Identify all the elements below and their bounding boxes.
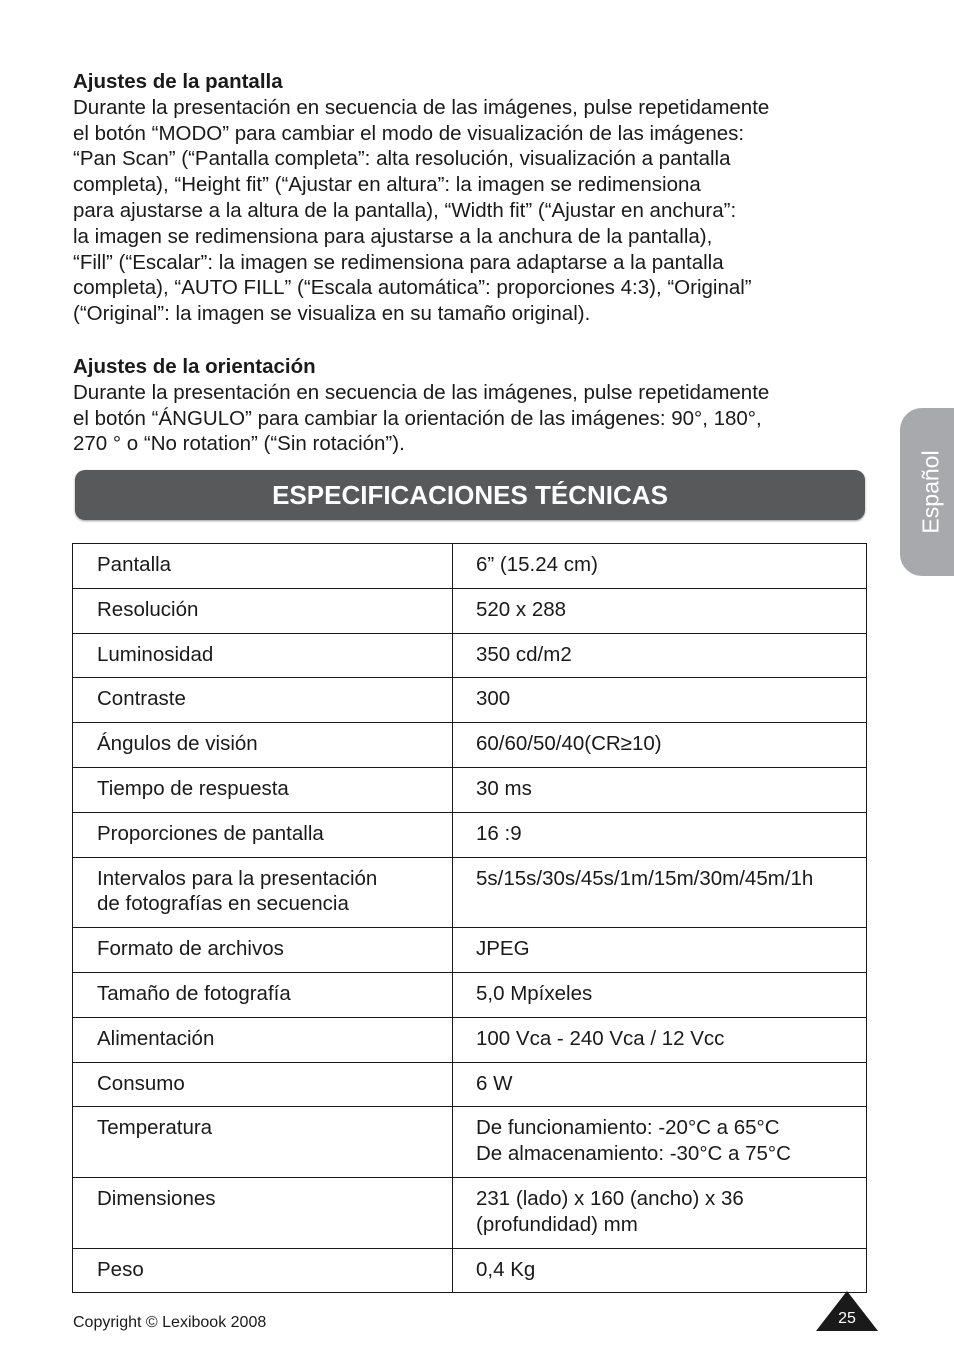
spec-label-line: Tiempo de respuesta [97,776,289,800]
spec-label [73,767,453,812]
spec-value [453,928,867,973]
spec-label-line: de fotografías en secuencia [97,892,349,916]
spec-value-line: De funcionamiento: -20°C a 65°C [476,1116,780,1140]
text-line: el botón “ÁNGULO” para cambiar la orientación de las imágenes: 90°, 180°, [73,406,762,430]
spec-value [453,678,867,723]
text-line: para ajustarse a la altura de la pantalla), “Width fit” (“Ajustar en anchura”: [73,198,737,222]
spec-value [453,857,867,928]
spec-label [73,678,453,723]
display-settings-section [73,69,873,327]
spec-value-line: 5s/15s/30s/45s/1m/15m/30m/45m/1h [476,866,814,890]
copyright-text: Copyright © Lexibook 2008 [73,1314,267,1331]
spec-value [453,1107,867,1178]
spec-label [73,588,453,633]
spec-row [73,678,867,723]
spec-label-line: Contraste [97,687,186,711]
spec-value-line: 30 ms [476,776,532,800]
spec-row [73,1107,867,1178]
text-line: (“Original”: la imagen se visualiza en su tamaño original). [73,302,591,326]
spec-label [73,1177,453,1248]
spec-value [453,723,867,768]
spec-value [453,972,867,1017]
spec-value-line: 16 :9 [476,821,522,845]
spec-label-line: Tamaño de fotografía [97,981,291,1005]
spec-value [453,812,867,857]
spec-value [453,544,867,589]
spec-row [73,633,867,678]
spec-label-line: Proporciones de pantalla [97,821,324,845]
spec-label-line: Ángulos de visión [97,732,258,756]
spec-row [73,928,867,973]
orientation-settings-text [73,380,873,457]
text-line: completa), “AUTO FILL” (“Escala automática”: proporciones 4:3), “Original” [73,276,752,300]
spec-value-line: JPEG [476,937,530,961]
spec-label [73,928,453,973]
spec-label [73,723,453,768]
spec-value [453,1248,867,1293]
text-line: “Fill” (“Escalar”: la imagen se redimensiona para adaptarse a la pantalla [73,250,724,274]
spec-row [73,857,867,928]
language-tab [900,408,954,576]
spec-row [73,1062,867,1107]
spec-value-line: De almacenamiento: -30°C a 75°C [476,1142,791,1166]
text-line: 270 ° o “No rotation” (“Sin rotación”). [73,432,405,456]
spec-label-line: Formato de archivos [97,937,284,961]
spec-row [73,1248,867,1293]
text-line: la imagen se redimensiona para ajustarse a la anchura de la pantalla), [73,224,713,248]
spec-value [453,1017,867,1062]
spec-row [73,972,867,1017]
text-line: el botón “MODO” para cambiar el modo de visualización de las imágenes: [73,121,745,145]
spec-value-line: 100 Vca - 240 Vca / 12 Vcc [476,1026,725,1050]
text-line: “Pan Scan” (“Pantalla completa”: alta resolución, visualización a pantalla [73,147,731,171]
spec-value-line: 6” (15.24 cm) [476,553,598,576]
specs-table [72,543,867,1293]
spec-value [453,1062,867,1107]
spec-label [73,812,453,857]
spec-label-line: Peso [97,1257,144,1281]
text-line: Durante la presentación en secuencia de las imágenes, pulse repetidamente [73,95,770,119]
spec-label-line: Resolución [97,597,199,621]
page-number: 25 [838,1310,856,1327]
spec-value [453,588,867,633]
spec-value-line: 5,0 Mpíxeles [476,981,593,1005]
spec-label-line: Intervalos para la presentación [97,866,378,890]
spec-label [73,1248,453,1293]
spec-value-line: 520 x 288 [476,597,567,621]
spec-value-line: 60/60/50/40(CR≥10) [476,732,662,756]
spec-value-line: 231 (lado) x 160 (ancho) x 36 [476,1186,744,1210]
spec-label-line: Alimentación [97,1026,215,1050]
spec-label [73,633,453,678]
text-line: completa), “Height fit” (“Ajustar en altura”: la imagen se redimensiona [73,173,701,197]
language-tab-label: Español [917,450,944,534]
spec-label-line: Dimensiones [97,1186,216,1210]
spec-label [73,1062,453,1107]
spec-value [453,1177,867,1248]
spec-row [73,1017,867,1062]
spec-row [73,544,867,589]
spec-row [73,588,867,633]
spec-value [453,633,867,678]
orientation-settings-heading: Ajustes de la orientación [73,355,316,378]
spec-value-line: 300 [476,687,511,711]
spec-row [73,812,867,857]
display-settings-text [73,95,873,327]
spec-label-line: Pantalla [97,553,172,576]
specs-title: ESPECIFICACIONES TÉCNICAS [272,479,668,510]
spec-label [73,857,453,928]
spec-label [73,544,453,589]
spec-label [73,1107,453,1178]
spec-value-line: 350 cd/m2 [476,642,572,666]
spec-value-line: 6 W [476,1071,513,1095]
spec-row [73,723,867,768]
spec-value-line: 0,4 Kg [476,1257,536,1281]
text-line: Durante la presentación en secuencia de las imágenes, pulse repetidamente [73,380,770,404]
orientation-settings-section [73,354,873,457]
spec-label [73,972,453,1017]
spec-row [73,1177,867,1248]
spec-label-line: Luminosidad [97,642,214,666]
specs-title-banner [75,470,865,520]
spec-value-line: (profundidad) mm [476,1212,638,1236]
spec-label [73,1017,453,1062]
page-number-badge [816,1291,878,1331]
spec-label-line: Consumo [97,1071,185,1095]
spec-value [453,767,867,812]
spec-row [73,767,867,812]
spec-label-line: Temperatura [97,1116,213,1140]
display-settings-heading: Ajustes de la pantalla [73,70,283,93]
